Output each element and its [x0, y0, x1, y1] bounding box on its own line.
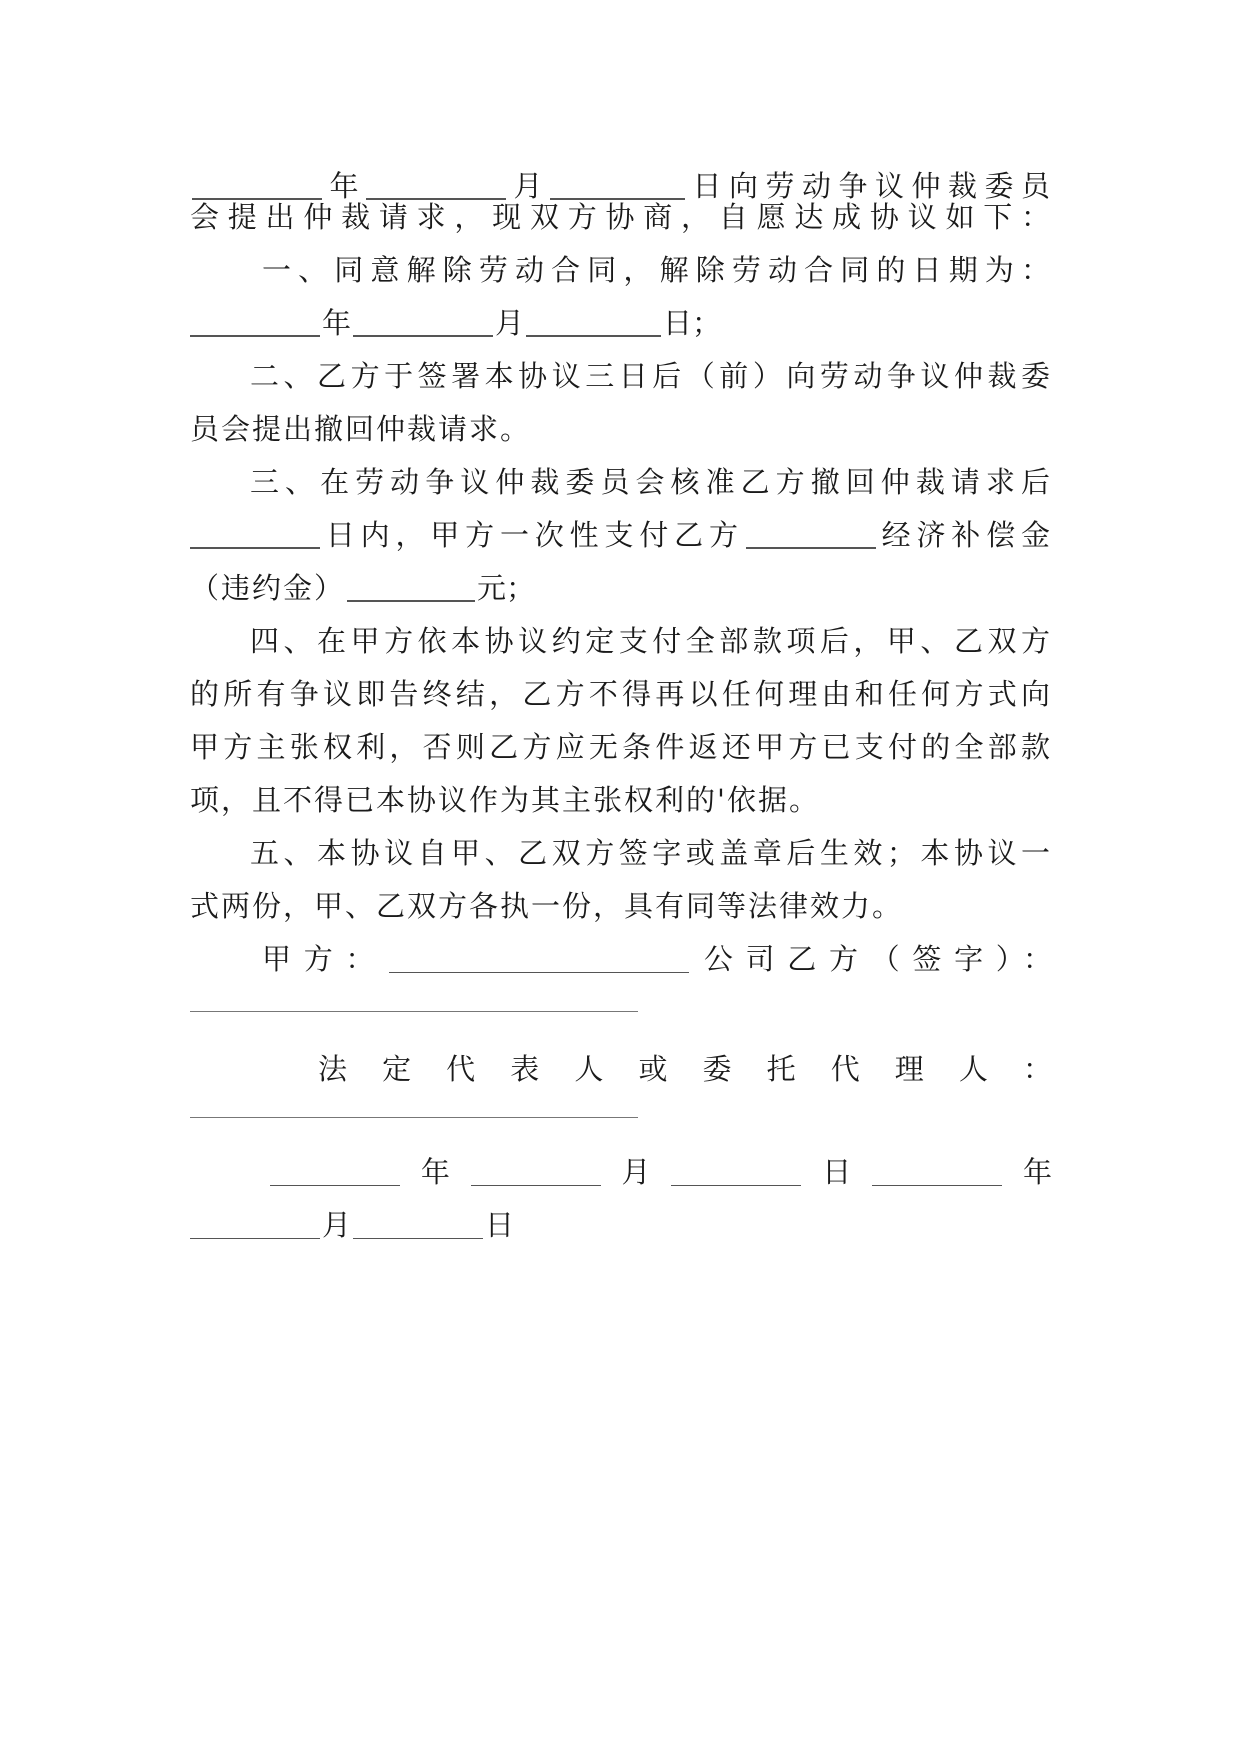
text-month: 月 [322, 1208, 352, 1242]
para0-line2 [190, 188, 1052, 246]
blank-line [190, 335, 320, 337]
text-month: 月 [495, 306, 525, 340]
item3-line1 [250, 453, 1052, 511]
item4-line3 [190, 718, 1052, 776]
blank-line [190, 1238, 320, 1239]
item1-line1-text: 一、同意解除劳动合同，解除劳动合同的日期为： [262, 253, 1052, 287]
blank-line [353, 1238, 483, 1239]
date-line2 [190, 1196, 1052, 1254]
blank-line [353, 335, 493, 337]
item2-line2 [190, 400, 1052, 458]
company-party-b-label: 公司乙方（签字）： [691, 942, 1052, 976]
signature-party-line [262, 930, 1052, 988]
item3-penalty-text: （违约金） [190, 571, 346, 605]
item1-line1 [262, 241, 1052, 299]
text-year: 年 [1004, 1155, 1052, 1189]
text-day: 日； [663, 306, 722, 340]
item4-line3-text: 甲方主张权利，否则乙方应无条件返还甲方已支付的全部款 [190, 730, 1052, 764]
representative-label: 法定代表人或委托代理人： [318, 1052, 1052, 1086]
date-line1 [270, 1143, 1052, 1201]
item3-line2 [190, 506, 1052, 564]
representative-line [318, 1040, 1052, 1098]
item3-days-text: 日内，甲方一次性支付乙方 [322, 518, 744, 552]
blank-line [746, 547, 876, 549]
item5-line1-text: 五、本协议自甲、乙双方签字或盖章后生效；本协议一 [250, 836, 1052, 870]
item2-line1-text: 二、乙方于签署本协议三日后（前）向劳动争议仲裁委 [250, 359, 1052, 393]
blank-line [347, 600, 475, 602]
blank-line [190, 547, 320, 549]
item4-line2 [190, 665, 1052, 723]
item4-line4-text: 项，且不得已本协议作为其主张权利的'依据。 [190, 783, 820, 817]
blank-line [872, 1185, 1002, 1186]
item4-line1 [250, 612, 1052, 670]
text-year: 年 [324, 169, 364, 203]
signature-rule [190, 1011, 638, 1012]
text-day: 日 [803, 1155, 871, 1189]
item4-line1-text: 四、在甲方依本协议约定支付全部款项后，甲、乙双方 [250, 624, 1052, 658]
item3-line1-text: 三、在劳动争议仲裁委员会核准乙方撤回仲裁请求后 [250, 465, 1052, 499]
text-month: 月 [508, 169, 548, 203]
blank-line [471, 1185, 601, 1186]
item5-line2-text: 式两份，甲、乙双方各执一份，具有同等法律效力。 [190, 889, 904, 923]
blank-line [526, 335, 661, 337]
item2-line1 [250, 347, 1052, 405]
item3-compensation-text: 经济补偿金 [877, 518, 1052, 552]
item3-line3 [190, 559, 1052, 617]
text-day-tail: 日向劳动争议仲裁委员 [687, 169, 1052, 203]
text-month: 月 [602, 1155, 670, 1189]
item3-yuan-text: 元； [477, 571, 536, 605]
party-a-label: 甲方： [262, 942, 388, 976]
item4-line4 [190, 771, 1052, 829]
item4-line2-text: 的所有争议即告终结，乙方不得再以任何理由和任何方式向 [190, 677, 1052, 711]
item2-line2-text: 员会提出撤回仲裁请求。 [190, 412, 532, 446]
item1-line2 [190, 294, 1052, 352]
text-year: 年 [402, 1155, 469, 1189]
blank-line [389, 972, 689, 973]
para0-line2-text: 会提出仲裁请求，现双方协商，自愿达成协议如下： [190, 200, 1052, 234]
item5-line2 [190, 877, 1052, 935]
text-day: 日 [485, 1208, 515, 1242]
blank-line [671, 1185, 801, 1186]
blank-line [270, 1185, 400, 1186]
representative-rule [190, 1117, 638, 1118]
item5-line1 [250, 824, 1052, 882]
text-year: 年 [322, 306, 352, 340]
